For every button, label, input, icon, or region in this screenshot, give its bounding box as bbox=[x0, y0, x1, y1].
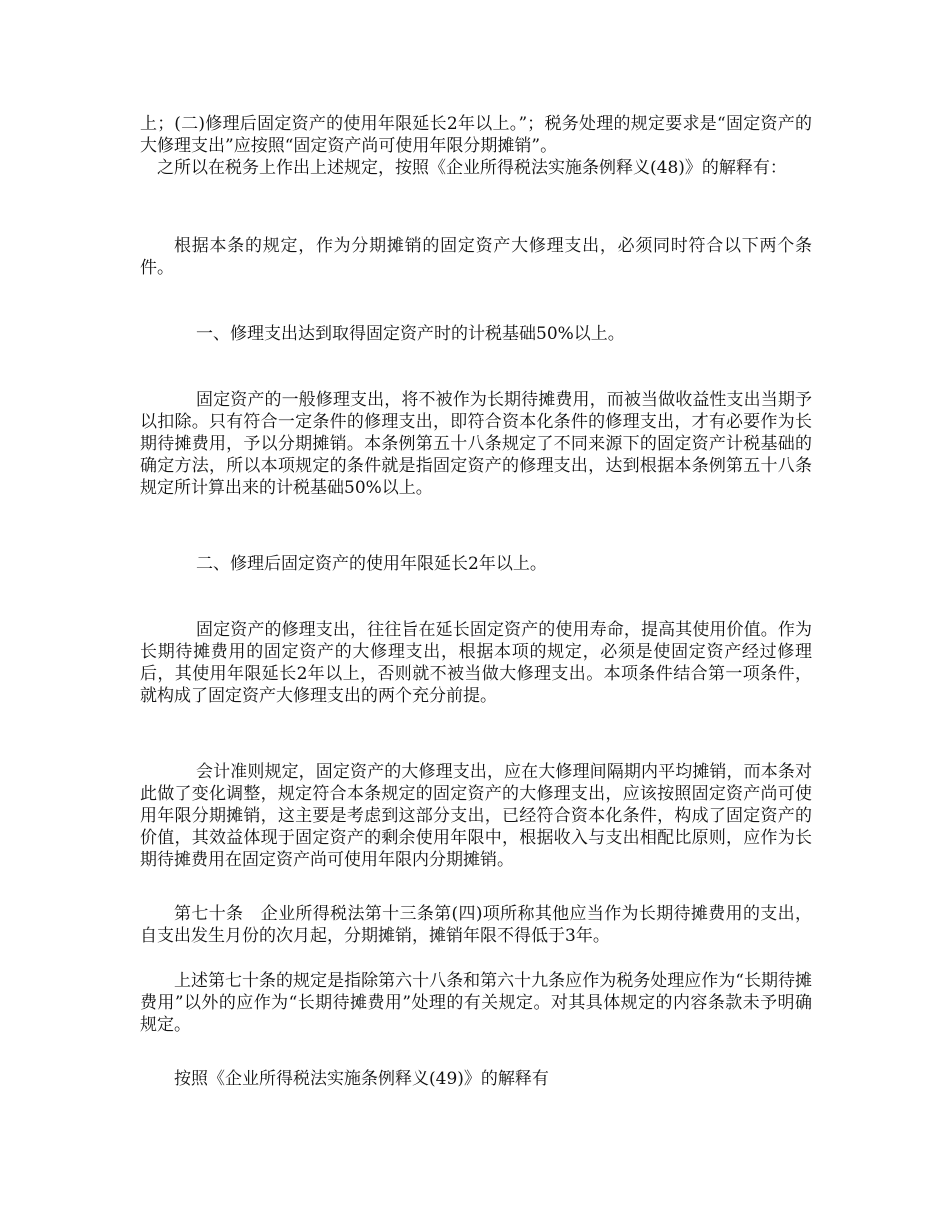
paragraph-continuation: 上；(二)修理后固定资产的使用年限延长2年以上。”；税务处理的规定要求是“固定资产的大修理支出”应按照“固定资产尚可使用年限分期摊销”。 bbox=[140, 114, 812, 156]
paragraph-interpretation-49: 按照《企业所得税法实施条例释义(49)》的解释有 bbox=[174, 1069, 549, 1089]
paragraph-accounting-standard: 会计准则规定，固定资产的大修理支出，应在大修理间隔期内平均摊销，而本条对此做了变化调整，规定符合本条规定的固定资产的大修理支出，应该按照固定资产尚可使用年限分期摊销，这主要是考虑到这部分支出，已经符合资本化条件，构成了固定资产的价值，其效益体现于固定资产的剩余使用年限中，根据收入与支出相配比原则，应作为长期待摊费用在固定资产尚可使用年限内分期摊销。 bbox=[140, 762, 812, 870]
paragraph-article-70: 第七十条 企业所得税法第十三条第(四)项所称其他应当作为长期待摊费用的支出，自支出发生月份的次月起，分期摊销，摊销年限不得低于3年。 bbox=[140, 904, 812, 946]
paragraph-condition-two-detail: 固定资产的修理支出，往往旨在延长固定资产的使用寿命，提高其使用价值。作为长期待摊费用的固定资产的大修理支出，根据本项的规定，必须是使固定资产经过修理后，其使用年限延长2年以上，否则就不被当做大修理支出。本项条件结合第一项条件，就构成了固定资产大修理支出的两个充分前提。 bbox=[140, 620, 812, 706]
paragraph-two-conditions: 根据本条的规定，作为分期摊销的固定资产大修理支出，必须同时符合以下两个条件。 bbox=[140, 236, 812, 278]
paragraph-article-70-commentary: 上述第七十条的规定是指除第六十八条和第六十九条应作为税务处理应作为“长期待摊费用”以外的应作为“长期待摊费用”处理的有关规定。对其具体规定的内容条款未予明确规定。 bbox=[140, 971, 812, 1035]
heading-condition-one: 一、修理支出达到取得固定资产时的计税基础50%以上。 bbox=[196, 324, 625, 344]
paragraph-interpretation-intro: 之所以在税务上作出上述规定，按照《企业所得税法实施条例释义(48)》的解释有： bbox=[157, 158, 787, 178]
heading-condition-two: 二、修理后固定资产的使用年限延长2年以上。 bbox=[196, 554, 547, 574]
paragraph-condition-one-detail: 固定资产的一般修理支出，将不被作为长期待摊费用，而被当做收益性支出当期予以扣除。只有符合一定条件的修理支出，即符合资本化条件的修理支出，才有必要作为长期待摊费用，予以分期摊销。本条例第五十八条规定了不同来源下的固定资产计税基础的确定方法，所以本项规定的条件就是指固定资产的修理支出，达到根据本条例第五十八条规定所计算出来的计税基础50%以上。 bbox=[140, 390, 812, 498]
